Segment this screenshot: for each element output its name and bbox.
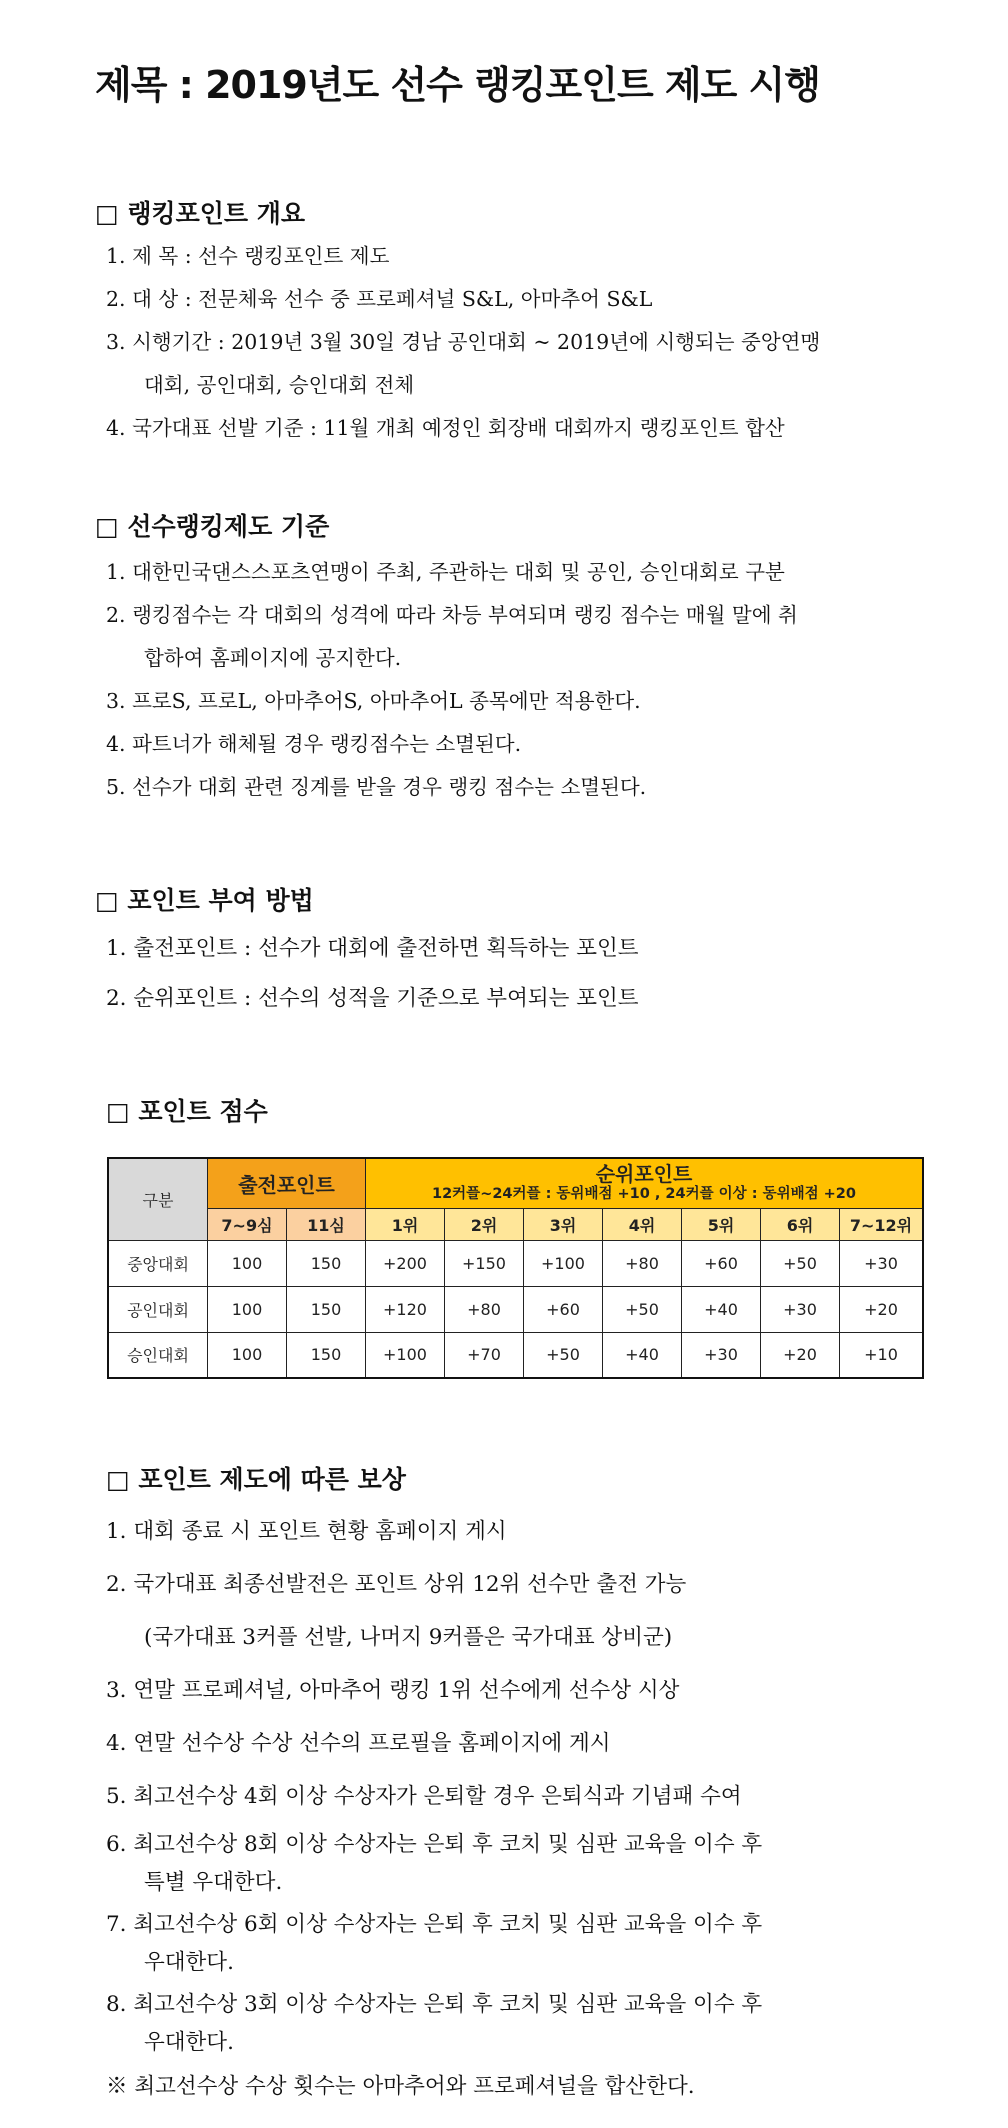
overview-item: 3. 시행기간 : 2019년 3월 30일 경남 공인대회 ~ 2019년에 시행되는 중앙연맹 (106, 330, 821, 354)
table-row (108, 1332, 923, 1378)
table-cell: +30 (682, 1332, 761, 1378)
table-cell: +40 (682, 1286, 761, 1332)
criteria-item-continued: 합하여 홈페이지에 공지한다. (144, 646, 402, 670)
table-cell: +120 (366, 1286, 445, 1332)
table-cell: +200 (366, 1240, 445, 1286)
document-title: 제목 : 2019년도 선수 랭킹포인트 제도 시행 (95, 63, 820, 107)
table-cell: 150 (287, 1332, 366, 1378)
table-cell: +60 (524, 1286, 603, 1332)
table-col-sun: 1위 (366, 1208, 445, 1240)
overview-item-continued: 대회, 공인대회, 승인대회 전체 (144, 373, 415, 397)
table-header-chul: 출전포인트 (208, 1158, 366, 1208)
table-cell: 100 (208, 1332, 287, 1378)
table-cell: +150 (445, 1240, 524, 1286)
criteria-item: 2. 랭킹점수는 각 대회의 성격에 따라 차등 부여되며 랭킹 점수는 매월 말에 취 (106, 603, 798, 627)
section-heading-overview: □ 랭킹포인트 개요 (95, 199, 306, 228)
reward-item: 2. 국가대표 최종선발전은 포인트 상위 12위 선수만 출전 가능 (106, 1572, 687, 1597)
table-cell: +50 (761, 1240, 840, 1286)
reward-item: 1. 대회 종료 시 포인트 현황 홈페이지 게시 (106, 1519, 507, 1544)
reward-item: 8. 최고선수상 3회 이상 수상자는 은퇴 후 코치 및 심판 교육을 이수 후 (106, 1992, 763, 2017)
table-col-sun: 5위 (682, 1208, 761, 1240)
table-cell: +80 (445, 1286, 524, 1332)
reward-item: 4. 연말 선수상 수상 선수의 프로필을 홈페이지에 게시 (106, 1731, 611, 1756)
overview-item: 1. 제 목 : 선수 랭킹포인트 제도 (106, 244, 390, 268)
reward-item: 6. 최고선수상 8회 이상 수상자는 은퇴 후 코치 및 심판 교육을 이수 후 (106, 1832, 763, 1857)
reward-note: ※ 최고선수상 수상 횟수는 아마추어와 프로페셔널을 합산한다. (106, 2074, 695, 2099)
table-col-chul: 11심 (287, 1208, 366, 1240)
table-row-label: 중앙대회 (108, 1240, 208, 1286)
reward-item-continued: 특별 우대한다. (144, 1870, 283, 1895)
table-col-sun: 4위 (603, 1208, 682, 1240)
section-heading-reward: □ 포인트 제도에 따른 보상 (106, 1465, 406, 1494)
table-cell: +50 (524, 1332, 603, 1378)
table-cell: 150 (287, 1240, 366, 1286)
table-header-sun-title: 순위포인트 (595, 1162, 693, 1187)
table-cell: 100 (208, 1240, 287, 1286)
table-row-label: 공인대회 (108, 1286, 208, 1332)
table-cell: +20 (840, 1286, 924, 1332)
reward-item: 7. 최고선수상 6회 이상 수상자는 은퇴 후 코치 및 심판 교육을 이수 후 (106, 1912, 763, 1937)
criteria-item: 4. 파트너가 해체될 경우 랭킹점수는 소멸된다. (106, 732, 522, 756)
table-row (108, 1240, 923, 1286)
table-cell: +10 (840, 1332, 924, 1378)
table-cell: 150 (287, 1286, 366, 1332)
reward-item-continued: 우대한다. (144, 2030, 234, 2055)
table-header-sun (366, 1158, 924, 1208)
table-row (108, 1286, 923, 1332)
section-heading-method: □ 포인트 부여 방법 (95, 886, 314, 915)
table-col-sun: 2위 (445, 1208, 524, 1240)
table-col-chul: 7~9심 (208, 1208, 287, 1240)
reward-item-continued: 우대한다. (144, 1950, 234, 1975)
method-item: 2. 순위포인트 : 선수의 성적을 기준으로 부여되는 포인트 (106, 986, 639, 1011)
overview-item: 4. 국가대표 선발 기준 : 11월 개최 예정인 회장배 대회까지 랭킹포인트 합산 (106, 416, 785, 440)
table-cell: +30 (840, 1240, 924, 1286)
criteria-item: 1. 대한민국댄스스포츠연맹이 주최, 주관하는 대회 및 공인, 승인대회로 구분 (106, 560, 785, 584)
table-cell: 100 (208, 1286, 287, 1332)
table-cell: +100 (524, 1240, 603, 1286)
method-item: 1. 출전포인트 : 선수가 대회에 출전하면 획득하는 포인트 (106, 936, 639, 961)
points-table (107, 1157, 924, 1379)
table-header-gubun: 구분 (108, 1158, 208, 1240)
table-cell: +80 (603, 1240, 682, 1286)
table-cell: +30 (761, 1286, 840, 1332)
reward-item: 3. 연말 프로페셔널, 아마추어 랭킹 1위 선수에게 선수상 시상 (106, 1678, 680, 1703)
table-cell: +100 (366, 1332, 445, 1378)
reward-item-continued: (국가대표 3커플 선발, 나머지 9커플은 국가대표 상비군) (144, 1625, 673, 1650)
table-cell: +60 (682, 1240, 761, 1286)
table-cell: +50 (603, 1286, 682, 1332)
table-header-sun-note: 12커플~24커플 : 동위배점 +10 , 24커플 이상 : 동위배점 +20 (432, 1186, 856, 1203)
table-col-sun: 6위 (761, 1208, 840, 1240)
section-heading-criteria: □ 선수랭킹제도 기준 (95, 512, 330, 541)
table-cell: +40 (603, 1332, 682, 1378)
table-row-label: 승인대회 (108, 1332, 208, 1378)
reward-item: 5. 최고선수상 4회 이상 수상자가 은퇴할 경우 은퇴식과 기념패 수여 (106, 1784, 742, 1809)
criteria-item: 5. 선수가 대회 관련 징계를 받을 경우 랭킹 점수는 소멸된다. (106, 775, 647, 799)
overview-item: 2. 대 상 : 전문체육 선수 중 프로페셔널 S&L, 아마추어 S&L (106, 287, 653, 311)
table-col-sun: 7~12위 (840, 1208, 924, 1240)
table-cell: +20 (761, 1332, 840, 1378)
section-heading-score: □ 포인트 점수 (106, 1097, 268, 1126)
criteria-item: 3. 프로S, 프로L, 아마추어S, 아마추어L 종목에만 적용한다. (106, 689, 641, 713)
table-cell: +70 (445, 1332, 524, 1378)
table-col-sun: 3위 (524, 1208, 603, 1240)
